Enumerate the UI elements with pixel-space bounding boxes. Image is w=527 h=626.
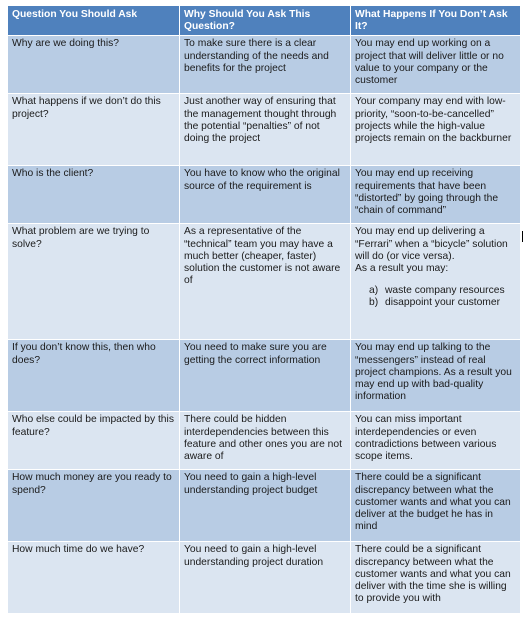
list-item: [369, 285, 516, 297]
consequence-cell: You may end up talking to the “messengers” instead of real project champions. As a result you may end up with bad-quality information: [351, 340, 521, 412]
header-question: Question You Should Ask: [8, 6, 180, 36]
question-cell: Who is the client?: [8, 166, 180, 224]
question-cell: What happens if we don’t do this project?: [8, 94, 180, 166]
why-cell: Just another way of ensuring that the management thought through the potential “penalties” of not doing the project: [180, 94, 351, 166]
consequence-cell: There could be a significant discrepancy between what the customer wants and what you can deliver at the budget he has in mind: [351, 470, 521, 542]
consequence-cell: You may end up working on a project that will deliver little or no value to your company or the customer: [351, 36, 521, 94]
table-row: [8, 542, 521, 614]
consequence-extra-text: As a result you may:: [355, 263, 449, 275]
list-item: [369, 297, 516, 309]
why-cell: You need to gain a high-level understanding project duration: [180, 542, 351, 614]
why-cell: You need to gain a high-level understanding project budget: [180, 470, 351, 542]
table-row: [8, 94, 521, 166]
question-cell: Who else could be impacted by this feature?: [8, 412, 180, 470]
question-cell: How much time do we have?: [8, 542, 180, 614]
why-cell: There could be hidden interdependencies between this feature and other ones you are not aware of: [180, 412, 351, 470]
consequence-cell: You may end up receiving requirements that have been “distorted” by going through the “chain of command”: [351, 166, 521, 224]
table-row: [8, 166, 521, 224]
why-cell: You need to make sure you are getting the correct information: [180, 340, 351, 412]
consequence-cell: Your company may end with low-priority, “soon-to-be-cancelled” projects while the high-value projects remain on the backburner: [351, 94, 521, 166]
consequence-cell: [351, 224, 521, 340]
consequence-cell: There could be a significant discrepancy between what the customer wants and what you can deliver with the time she is willing to provide you with: [351, 542, 521, 614]
consequence-cell: You can miss important interdependencies or even contradictions between various scope items.: [351, 412, 521, 470]
list-item-text: waste company resources: [385, 285, 505, 297]
question-cell: How much money are you ready to spend?: [8, 470, 180, 542]
header-consequence: What Happens If You Don’t Ask It?: [351, 6, 521, 36]
why-cell: To make sure there is a clear understanding of the needs and benefits for the project: [180, 36, 351, 94]
text-cursor: [522, 231, 523, 242]
list-item-text: disappoint your customer: [385, 297, 501, 309]
table-row: [8, 224, 521, 340]
consequence-text: You may end up delivering a “Ferrari” when a “bicycle” solution will do (or vice versa).: [355, 226, 508, 262]
table-row: [8, 340, 521, 412]
table-header-row: [8, 6, 521, 36]
table-row: [8, 36, 521, 94]
questions-table: [7, 5, 521, 614]
document-page: [7, 5, 520, 614]
why-cell: As a representative of the “technical” team you may have a much better (cheaper, faster) solution the customer is not aware of: [180, 224, 351, 340]
consequence-sub-list: [355, 285, 516, 309]
why-cell: You have to know who the original source of the requirement is: [180, 166, 351, 224]
header-why: Why Should You Ask This Question?: [180, 6, 351, 36]
list-marker: a): [369, 285, 379, 297]
question-cell: If you don’t know this, then who does?: [8, 340, 180, 412]
table-row: [8, 470, 521, 542]
list-marker: b): [369, 297, 379, 309]
question-cell: Why are we doing this?: [8, 36, 180, 94]
question-cell: What problem are we trying to solve?: [8, 224, 180, 340]
table-row: [8, 412, 521, 470]
